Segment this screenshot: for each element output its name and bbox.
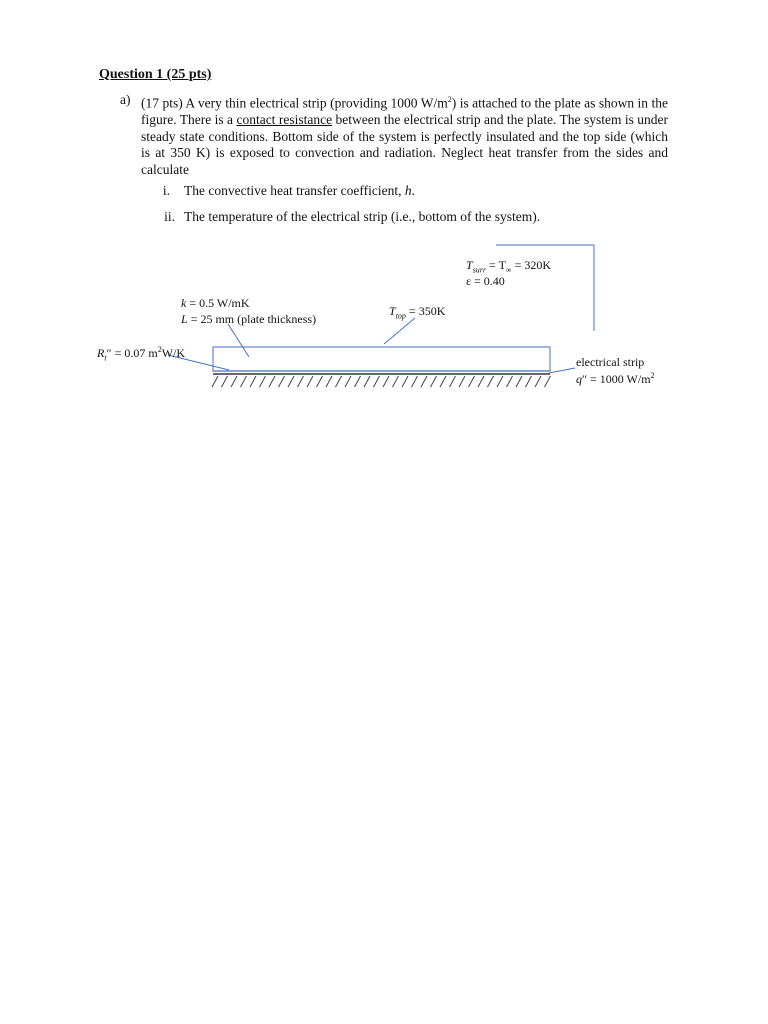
hatch-mark (488, 376, 494, 387)
top-temp-label: $T_{top} = 350K$ (389, 304, 446, 321)
part-a-sup: 2 (447, 95, 452, 104)
hatch-mark (478, 376, 484, 387)
hatch-mark (241, 376, 247, 387)
hatch-mark (355, 376, 361, 387)
hatch-mark (336, 376, 342, 387)
conductivity-label: k = 0.5 W/mK (181, 296, 250, 310)
hatch-mark (279, 376, 285, 387)
hatch-mark (345, 376, 351, 387)
hatch-mark (535, 376, 541, 387)
contact-resistance-term: contact resistance (236, 112, 333, 128)
emissivity-label: ε = 0.40 (466, 274, 505, 288)
hatch-mark (250, 376, 256, 387)
surroundings-temp-label: $T_{surr} = T_\infty = 320K$ (466, 258, 552, 275)
hatch-mark (288, 376, 294, 387)
item-ii-text: The temperature of the electrical strip (i.e., bottom of the system). (184, 209, 541, 224)
part-a-text-2: ) is attached to the plate as shown in the figure. There is a (141, 95, 668, 128)
hatch-mark (260, 376, 266, 387)
hatch-mark (307, 376, 313, 387)
hatch-mark (497, 376, 503, 387)
hatch-mark (298, 376, 304, 387)
hatch-mark (364, 376, 370, 387)
electrical-strip-label: electrical strip (576, 355, 645, 369)
hatch-mark (421, 376, 427, 387)
hatch-mark (507, 376, 513, 387)
item-i-text: The convective heat transfer coefficient, h. (184, 183, 416, 198)
part-a-marker: a) (120, 92, 131, 107)
item-i-number: i. (162, 183, 170, 198)
question-title: Question 1 (25 pts) (99, 67, 212, 82)
hatch-mark (431, 376, 437, 387)
contact-resistance-label: $R_t'' = 0.07$ $m^2W/K$ (97, 345, 186, 363)
hatch-mark (326, 376, 332, 387)
item-ii-number: ii. (164, 209, 175, 224)
hatch-mark (516, 376, 522, 387)
hatch-mark (317, 376, 323, 387)
strip-leader (549, 368, 575, 373)
thickness-label: L = 25 mm (plate thickness) (181, 312, 317, 326)
k-leader (228, 324, 249, 357)
hatch-mark (459, 376, 465, 387)
hatch-mark (383, 376, 389, 387)
hatch-mark (374, 376, 380, 387)
plate-rect (213, 347, 550, 371)
hatch-mark (526, 376, 532, 387)
hatch-mark (450, 376, 456, 387)
hatch-mark (269, 376, 275, 387)
hatch-mark (212, 376, 218, 387)
insulation-hatch (212, 376, 551, 387)
ttop-leader (384, 318, 415, 344)
hatch-mark (402, 376, 408, 387)
hatch-mark (222, 376, 228, 387)
part-a-text-1: (17 pts) A very thin electrical strip (providing 1000 W/m (141, 95, 448, 111)
hatch-mark (393, 376, 399, 387)
hatch-mark (469, 376, 475, 387)
hatch-mark (440, 376, 446, 387)
part-a-text-3: between the electrical strip and the plate. The system is under steady state conditions. Bottom side of the system is perfectly insulated and the top side (which is at 350 K) is exposed to convection and radiation. Neglect heat transfer from the sides and calculate (141, 112, 668, 177)
hatch-mark (231, 376, 237, 387)
hatch-mark (545, 376, 551, 387)
hatch-mark (412, 376, 418, 387)
heat-flux-label: q″ = 1000 $W/m^2$ (576, 371, 655, 386)
